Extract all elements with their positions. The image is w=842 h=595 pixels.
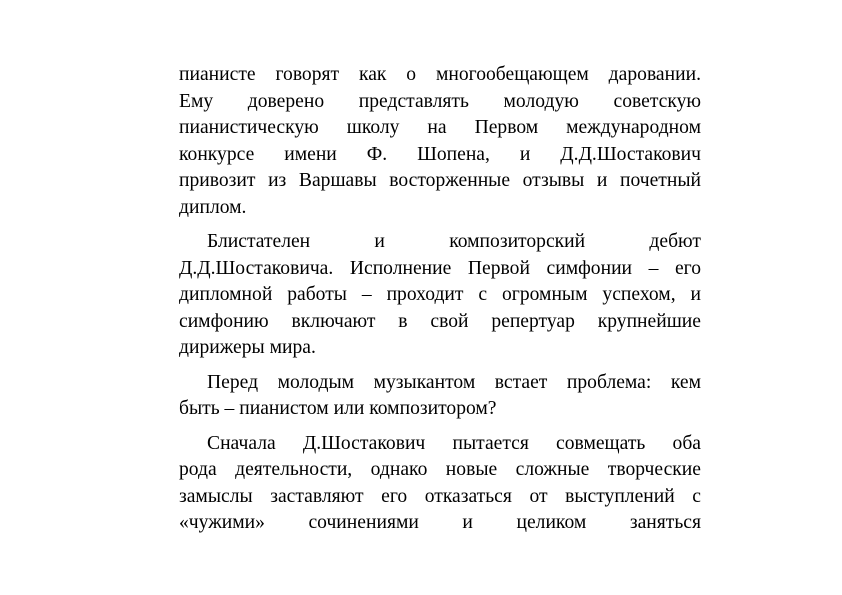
document-body [179,62,701,537]
text-line: симфонию включают в свой репертуар крупнейшие [179,310,701,332]
text-line: Д.Д.Шостаковича. Исполнение Первой симфонии – его [179,257,701,279]
text-line: Перед молодым музыкантом встает проблема: кем [207,371,701,393]
paragraph [179,431,701,537]
text-line: Сначала Д.Шостакович пытается совмещать оба [207,432,701,454]
text-line: быть – пианистом или композитором? [179,398,497,419]
text-line: пианистическую школу на Первом международном [179,117,701,138]
text-line: рода деятельности, однако новые сложные творческие [179,459,701,480]
text-line: конкурсе имени Ф. Шопена, и Д.Д.Шостакович [179,143,701,165]
text-line: «чужими» сочинениями и целиком заняться [179,512,701,533]
text-line: дирижеры мира. [179,337,316,358]
paragraph [179,229,701,362]
text-line: Ему доверено представлять молодую советскую [179,90,701,112]
text-line: дипломной работы – проходит с огромным успехом, и [179,284,701,305]
paragraph [179,370,701,423]
text-line: Блистателен и композиторский дебют [207,231,701,252]
text-line: замыслы заставляют его отказаться от выступлений с [179,485,701,507]
text-line: пианисте говорят как о многообещающем даровании. [179,64,701,85]
paragraph [179,62,701,221]
text-line: привозит из Варшавы восторженные отзывы и почетный [179,170,701,191]
text-line: диплом. [179,196,247,218]
